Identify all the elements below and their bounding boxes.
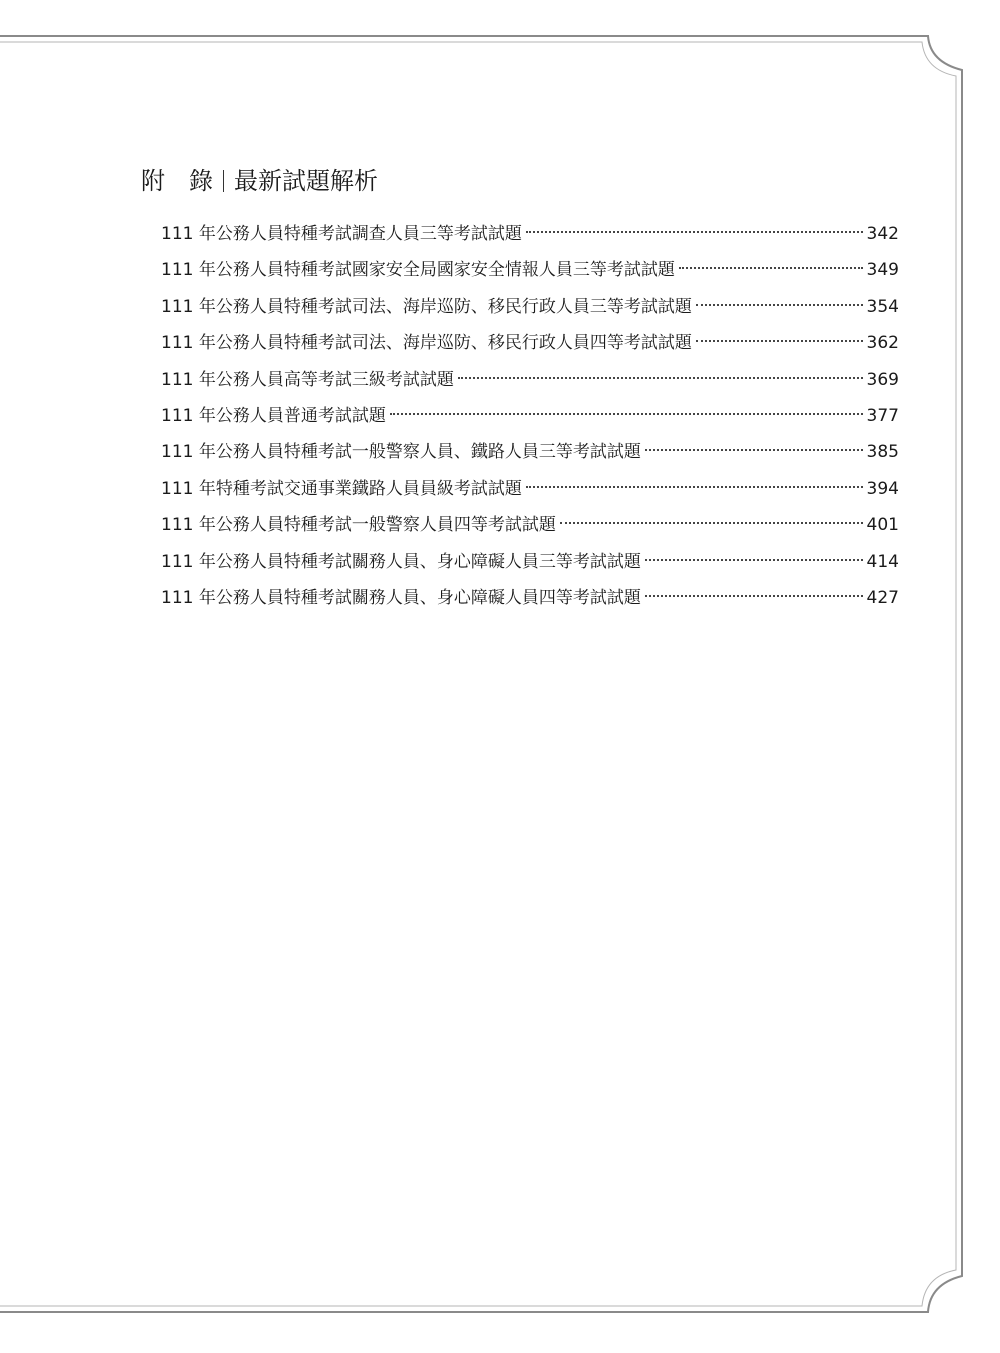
toc-entry-title: 111 年公務人員特種考試司法、海岸巡防、移民行政人員三等考試試題 [161, 296, 692, 317]
toc-entry[interactable] [161, 252, 899, 288]
dot-leader [696, 304, 863, 306]
dot-leader [696, 340, 863, 342]
toc-entry[interactable] [161, 289, 899, 325]
dot-leader [645, 559, 863, 561]
toc-entry-title: 111 年公務人員特種考試國家安全局國家安全情報人員三等考試試題 [161, 260, 675, 281]
toc-entry-title: 111 年公務人員特種考試一般警察人員四等考試試題 [161, 515, 556, 536]
toc-entry-page: 414 [866, 551, 899, 572]
dot-leader [679, 267, 863, 269]
appendix-heading [141, 165, 378, 197]
dot-leader [645, 449, 863, 451]
toc-entry-page: 377 [866, 405, 899, 426]
toc-entry-page: 342 [866, 224, 899, 244]
toc-entry[interactable] [161, 398, 899, 434]
toc-entry-page: 427 [866, 587, 899, 608]
toc-entry-page: 362 [866, 333, 899, 354]
appendix-label: 附 錄 [141, 167, 213, 195]
toc-entry-page: 394 [866, 478, 899, 499]
toc-entry-title: 111 年公務人員普通考試試題 [161, 405, 386, 426]
toc-entry-page: 354 [866, 296, 899, 317]
dot-leader [645, 595, 863, 597]
dot-leader [526, 486, 863, 488]
toc-entry[interactable] [161, 325, 899, 361]
toc-entry[interactable] [161, 580, 899, 616]
toc-entry[interactable] [161, 362, 899, 398]
toc-entry-title: 111 年公務人員高等考試三級考試試題 [161, 369, 454, 390]
toc-entry-page: 401 [866, 515, 899, 536]
table-of-contents [161, 216, 899, 616]
toc-entry[interactable] [161, 471, 899, 507]
toc-entry-title: 111 年公務人員特種考試關務人員、身心障礙人員三等考試試題 [161, 551, 641, 572]
toc-entry-title: 111 年特種考試交通事業鐵路人員員級考試試題 [161, 478, 522, 499]
dot-leader [458, 377, 863, 379]
dot-leader [390, 413, 863, 415]
heading-separator [223, 170, 224, 192]
toc-entry-page: 385 [866, 442, 899, 463]
toc-entry[interactable] [161, 434, 899, 470]
toc-entry-title: 111 年公務人員特種考試一般警察人員、鐵路人員三等考試試題 [161, 442, 641, 463]
toc-entry-title: 111 年公務人員特種考試關務人員、身心障礙人員四等考試試題 [161, 587, 641, 608]
toc-entry[interactable] [161, 507, 899, 543]
toc-entry-page: 349 [866, 260, 899, 281]
toc-entry-page: 369 [866, 369, 899, 390]
toc-entry[interactable] [161, 544, 899, 580]
toc-entry-title: 111 年公務人員特種考試司法、海岸巡防、移民行政人員四等考試試題 [161, 333, 692, 354]
appendix-subtitle: 最新試題解析 [234, 167, 378, 195]
dot-leader [560, 522, 863, 524]
dot-leader [526, 231, 863, 233]
toc-entry-title: 111 年公務人員特種考試調查人員三等考試試題 [161, 224, 522, 244]
toc-entry[interactable] [161, 216, 899, 252]
